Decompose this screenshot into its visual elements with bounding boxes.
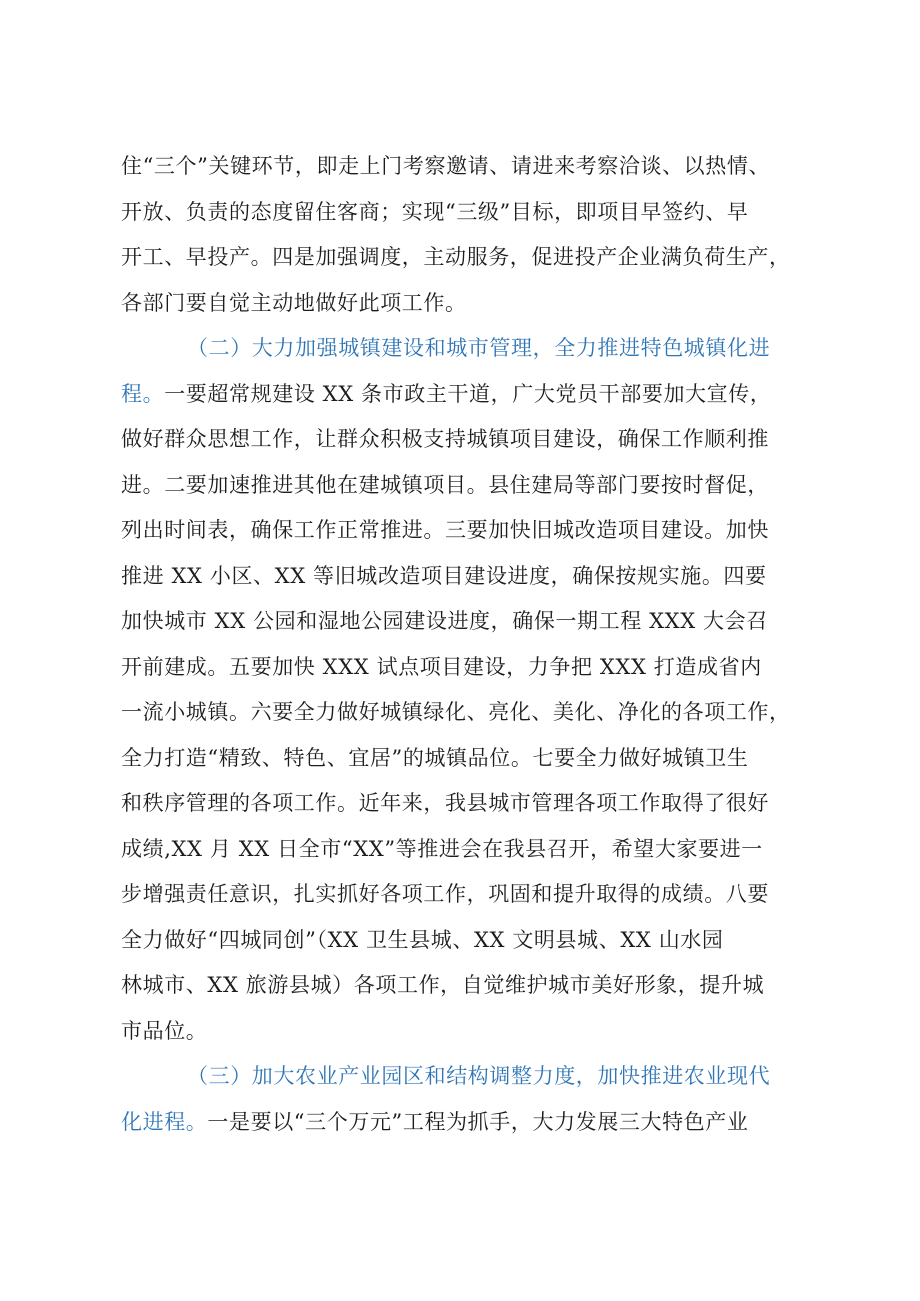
text-line: 住“三个”关键环节，即走上门考察邀请、请进来考察洽谈、以热情、 (121, 154, 771, 178)
text-line: 做好群众思想工作，让群众积极支持城镇项目建设，确保工作顺利推 (121, 427, 769, 451)
text-line: 各部门要自觉主动地做好此项工作。 (121, 290, 467, 315)
text-line: 林城市、XX 旅游县城）各项工作，自觉维护城市美好形象，提升城 (121, 973, 765, 997)
text-line: 开工、早投产。四是加强调度，主动服务，促进投产企业满负荷生产， (121, 245, 791, 269)
section-heading: （二）大力加强城镇建设和城市管理，全力推进特色城镇化进 (187, 336, 771, 360)
text-line: 全力做好“四城同创”（XX 卫生县城、XX 文明县城、XX 山水园 (121, 927, 724, 952)
text-line: 列出时间表，确保工作正常推进。三要加快旧城改造项目建设。加快 (121, 518, 769, 542)
text-line: 一流小城镇。六要全力做好城镇绿化、亮化、美化、净化的各项工作， (121, 700, 791, 724)
text-line: 推进 XX 小区、XX 等旧城改造项目建设进度，确保按规实施。四要 (121, 563, 767, 588)
text-line: 市品位。 (121, 1018, 208, 1043)
section-heading: （三）加大农业产业园区和结构调整力度，加快推进农业现代 (187, 1064, 771, 1088)
text-line: 开前建成。五要加快 XXX 试点项目建设，力争把 XXX 打造成省内 (121, 654, 762, 679)
section-agriculture (121, 1054, 813, 1145)
text-line (121, 372, 813, 418)
text-segment: 一是要以“三个万元”工程为抓手，大力发展三大特色产业 (207, 1109, 749, 1134)
text-line: 开放、负责的态度留住客商；实现“三级”目标，即项目早签约、早 (121, 199, 749, 224)
text-line: 步增强责任意识，扎实抓好各项工作，巩固和提升取得的成绩。八要 (121, 882, 769, 906)
text-segment: 一要超常规建设 XX 条市政主干道，广大党员干部要加大宣传， (164, 381, 772, 406)
text-line: 进。二要加速推进其他在建城镇项目。县住建局等部门要按时督促， (121, 472, 769, 497)
text-line: 和秩序管理的各项工作。近年来，我县城市管理各项工作取得了很好 (121, 791, 769, 815)
paragraph-key-links (121, 144, 813, 326)
text-line (121, 1100, 813, 1146)
section-urban-construction (121, 326, 813, 1054)
document-body (121, 144, 813, 1145)
text-line: 全力打造“精致、特色、宜居”的城镇品位。七要全力做好城镇卫生 (121, 745, 749, 770)
section-heading-tail: 程。 (121, 381, 165, 406)
text-line: 加快城市 XX 公园和湿地公园建设进度，确保一期工程 XXX 大会召 (121, 609, 768, 633)
text-line: 成绩,XX 月 XX 日全市“XX”等推进会在我县召开，希望大家要进一 (121, 836, 763, 861)
section-heading-tail: 化进程。 (121, 1109, 208, 1134)
